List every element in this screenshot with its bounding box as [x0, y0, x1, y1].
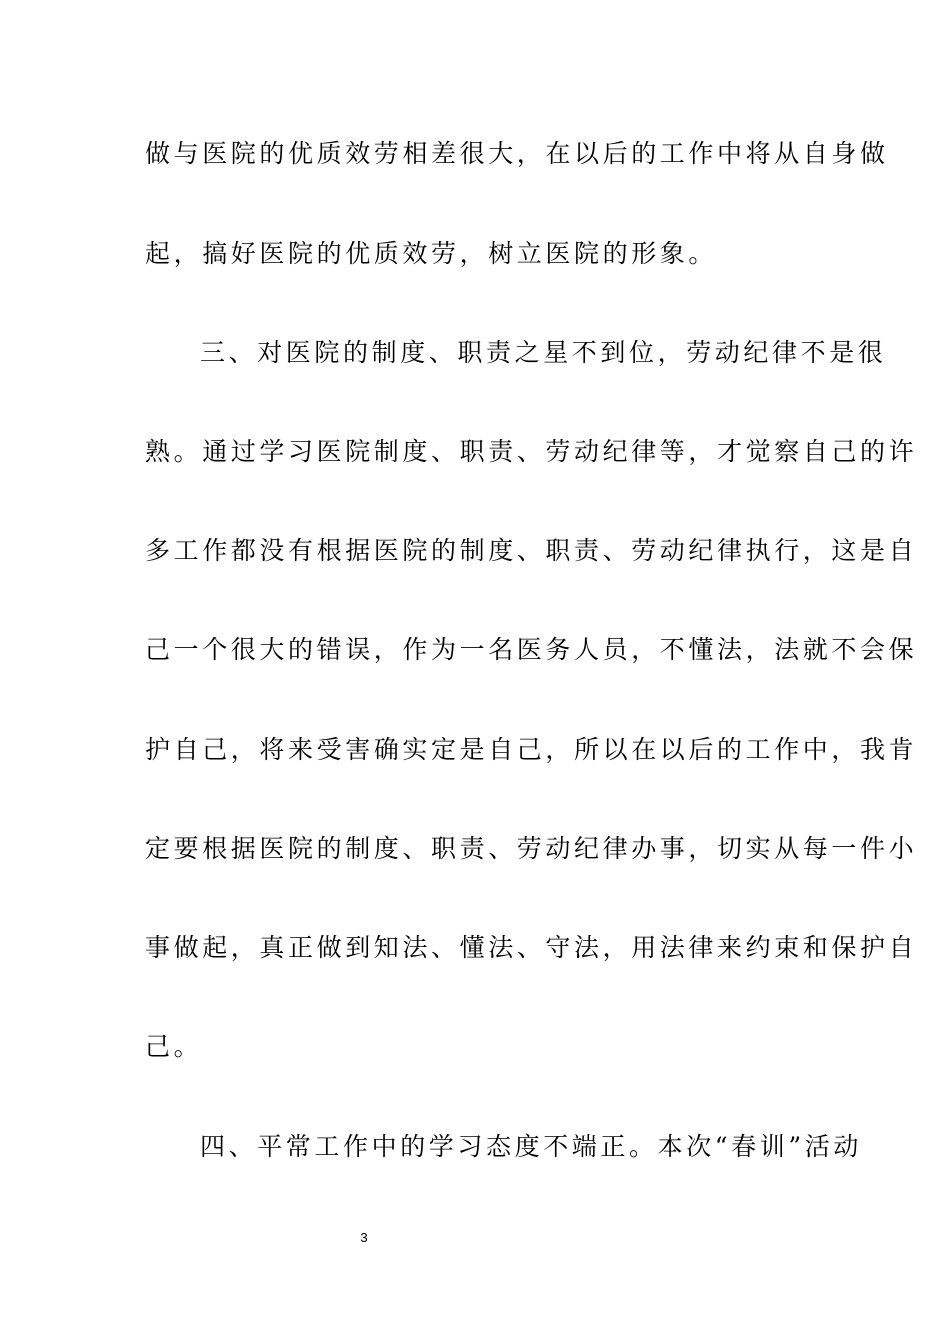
text-line: 熟。通过学习医院制度、职责、劳动纪律等，才觉察自己的许 — [145, 437, 918, 466]
text-line: 做与医院的优质效劳相差很大，在以后的工作中将从自身做 — [145, 139, 889, 168]
text-line: 护自己，将来受害确实定是自己，所以在以后的工作中，我肯 — [145, 735, 918, 764]
text-line: 己。 — [145, 1032, 203, 1061]
text-line: 定要根据医院的制度、职责、劳动纪律办事，切实从每一件小 — [145, 834, 918, 863]
text-line: 多工作都没有根据医院的制度、职责、劳动纪律执行，这是自 — [145, 536, 918, 565]
text-line: 事做起，真正做到知法、懂法、守法，用法律来约束和保护自 — [145, 933, 918, 962]
text-line: 己一个很大的错误，作为一名医务人员，不懂法，法就不会保 — [145, 635, 918, 664]
section-heading-line: 四、平常工作中的学习态度不端正。本次“春训”活动 — [200, 1132, 862, 1161]
page-number: 3 — [360, 1230, 368, 1245]
text-line: 起，搞好医院的优质效劳，树立医院的形象。 — [145, 239, 718, 268]
section-heading-line: 三、对医院的制度、职责之星不到位，劳动纪律不是很 — [200, 338, 887, 367]
